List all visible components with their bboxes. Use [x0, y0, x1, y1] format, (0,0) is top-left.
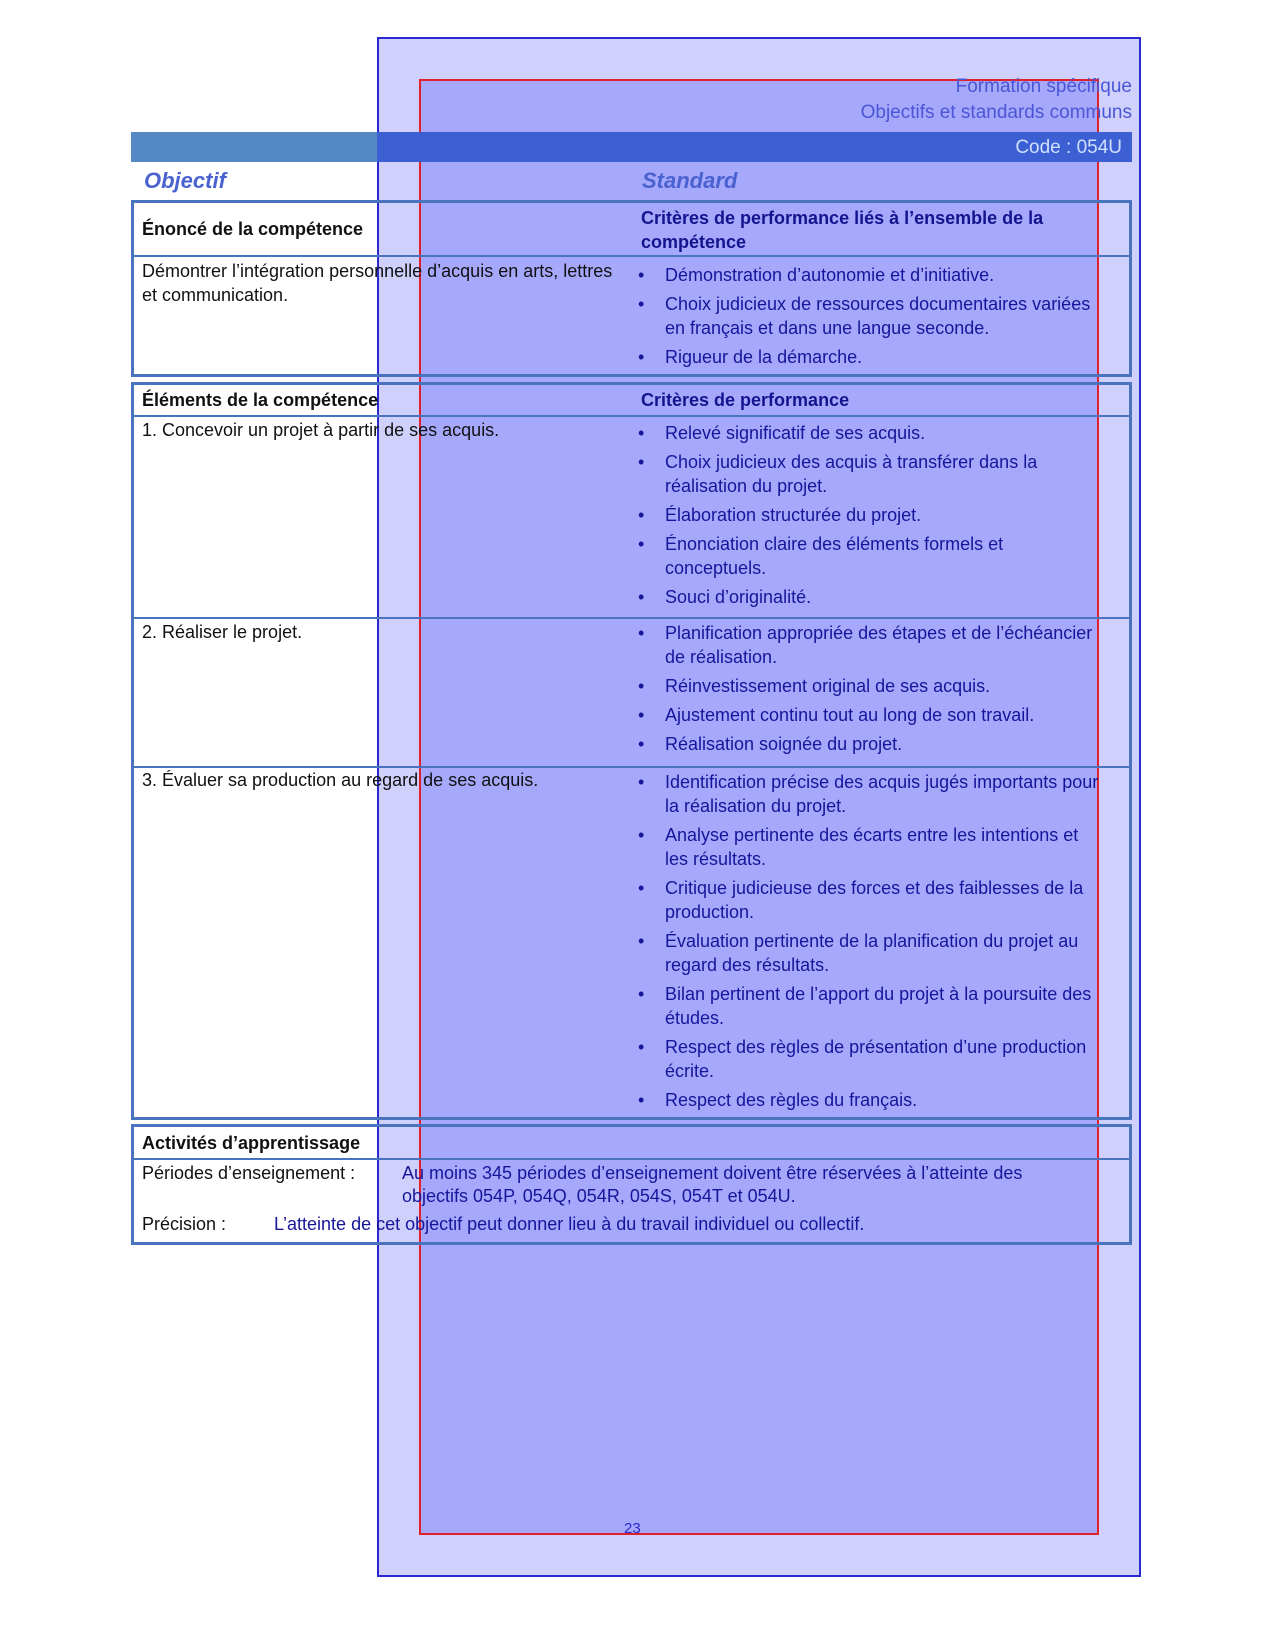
competence-criteria-list: [636, 263, 1106, 374]
element-2-criteria-list: [636, 621, 1106, 761]
activities-heading: Activités d’apprentissage: [142, 1133, 361, 1153]
list-item: • Souci d’originalité.: [638, 587, 812, 607]
bullet-icon: •: [638, 623, 645, 643]
periods-text-line-1: Au moins 345 périodes d’enseignement doivent être réservées à l’atteinte des: [402, 1163, 1023, 1183]
header-objectives: Objectifs et standards communs: [860, 102, 1132, 123]
bullet-icon: •: [638, 734, 645, 754]
element-2-label: 2. Réaliser le projet.: [142, 622, 303, 642]
divider: [134, 415, 1129, 417]
bullet-icon: •: [638, 1090, 645, 1110]
code-bar: [131, 132, 1132, 162]
bullet-icon: •: [638, 452, 645, 472]
list-item: • Respect des règles de présentation d’une production écrite.: [638, 1037, 1087, 1081]
list-item: • Évaluation pertinente de la planification du projet au regard des résultats.: [638, 931, 1079, 975]
element-3-label: 3. Évaluer sa production au regard de ses acquis.: [142, 770, 539, 790]
objective-column-title: Objectif: [144, 168, 226, 193]
list-item: • Relevé significatif de ses acquis.: [638, 423, 926, 443]
list-item: • Analyse pertinente des écarts entre les intentions et les résultats.: [638, 825, 1079, 869]
list-item: • Réinvestissement original de ses acquis.: [638, 676, 991, 696]
element-1-criteria-list: [636, 421, 1106, 614]
list-item: • Rigueur de la démarche.: [638, 347, 863, 367]
divider: [134, 1158, 1129, 1160]
precision-text: L’atteinte de cet objectif peut donner lieu à du travail individuel ou collectif.: [274, 1214, 865, 1234]
competence-statement: Démontrer l’intégration personnelle d’acquis en arts, lettres et communication.: [142, 261, 613, 305]
course-code: Code : 054U: [1015, 137, 1122, 158]
bullet-icon: •: [638, 772, 645, 792]
bullet-icon: •: [638, 984, 645, 1004]
elements-box: [131, 382, 1132, 1120]
list-item: • Choix judicieux de ressources documentaires variées en français et dans une langue seconde.: [638, 294, 1091, 338]
standard-column-title: Standard: [642, 168, 738, 193]
element-3-criteria-list: [636, 770, 1106, 1117]
bullet-icon: •: [638, 825, 645, 845]
periods-label: Périodes d’enseignement :: [142, 1163, 356, 1183]
elements-heading: Éléments de la compétence: [142, 390, 379, 410]
list-item: • Démonstration d’autonomie et d’initiative.: [638, 265, 995, 285]
page-number: 23: [624, 1520, 641, 1537]
periods-text-line-2: objectifs 054P, 054Q, 054R, 054S, 054T et 054U.: [402, 1186, 796, 1206]
list-item: • Planification appropriée des étapes et de l’échéancier de réalisation.: [638, 623, 1093, 667]
list-item: • Énonciation claire des éléments formels et conceptuels.: [638, 534, 1004, 578]
precision-label: Précision :: [142, 1214, 227, 1234]
bullet-icon: •: [638, 878, 645, 898]
bullet-icon: •: [638, 265, 645, 285]
bullet-icon: •: [638, 587, 645, 607]
competence-heading: Énoncé de la compétence: [142, 219, 364, 239]
bullet-icon: •: [638, 423, 645, 443]
list-item: • Choix judicieux des acquis à transférer dans la réalisation du projet.: [638, 452, 1038, 496]
list-item: • Ajustement continu tout au long de son travail.: [638, 705, 1035, 725]
bullet-icon: •: [638, 347, 645, 367]
competence-box: [131, 200, 1132, 377]
bullet-icon: •: [638, 534, 645, 554]
bullet-icon: •: [638, 705, 645, 725]
list-item: • Élaboration structurée du projet.: [638, 505, 922, 525]
list-item: • Identification précise des acquis jugés importants pour la réalisation du projet.: [638, 772, 1099, 816]
bullet-icon: •: [638, 676, 645, 696]
list-item: • Réalisation soignée du projet.: [638, 734, 903, 754]
elements-criteria-heading: Critères de performance: [641, 390, 850, 410]
divider: [134, 617, 1129, 619]
header-formation: Formation spécifique: [955, 76, 1132, 97]
bullet-icon: •: [638, 931, 645, 951]
bullet-icon: •: [638, 505, 645, 525]
list-item: • Bilan pertinent de l’apport du projet à la poursuite des études.: [638, 984, 1092, 1028]
activities-box: [131, 1124, 1132, 1245]
list-item: • Respect des règles du français.: [638, 1090, 918, 1110]
element-1-label: 1. Concevoir un projet à partir de ses acquis.: [142, 420, 500, 440]
list-item: • Critique judicieuse des forces et des faiblesses de la production.: [638, 878, 1084, 922]
bullet-icon: •: [638, 1037, 645, 1057]
competence-criteria-heading: Critères de performance liés à l’ensemble de la compétence: [641, 208, 1044, 252]
bullet-icon: •: [638, 294, 645, 314]
divider: [134, 255, 1129, 257]
